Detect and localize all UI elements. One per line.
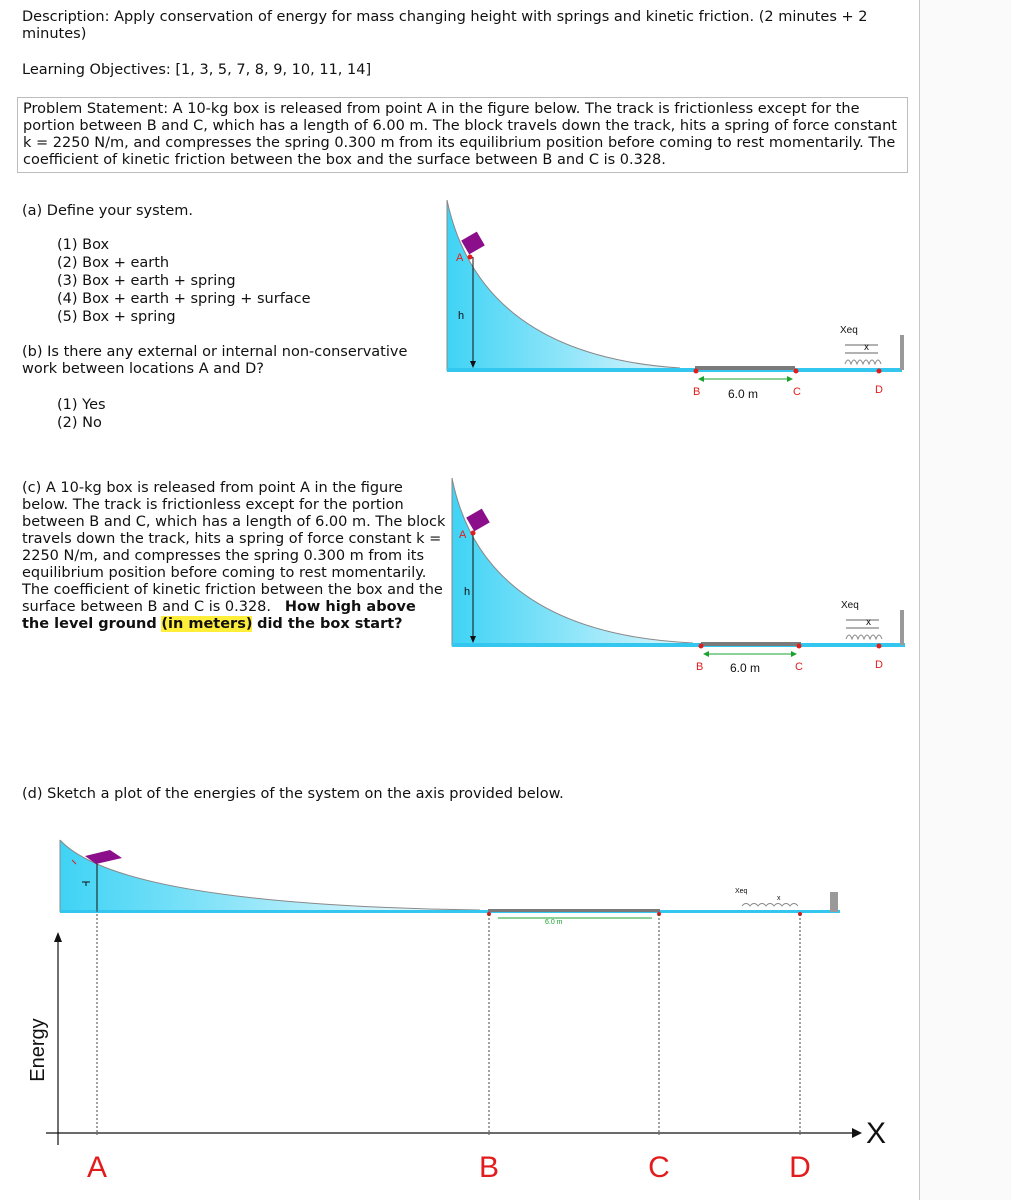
spring-wall [900,610,904,645]
label-xeq: Xeq [841,600,859,611]
part-a-option-4[interactable]: (4) Box + earth + spring + surface [57,291,311,307]
part-a-option-5[interactable]: (5) Box + spring [57,309,176,325]
point-a [471,531,476,536]
point-d [877,644,882,649]
label-xeq: Xeq [840,325,858,336]
problem-statement-text: Problem Statement: A 10-kg box is released from point A in the figure below. The track is frictionless except for the portion between B and C, which has a length of 6.00 m. The block travels down the track, hits a spring of force constant k = 2250 N/m, and compresses the spring 0.300 m from its equilibrium position before coming to rest momentarily. The coefficient of kinetic friction between the box and the surface between B and C is 0.328. [23,101,902,168]
label-x: x [866,617,871,628]
part-a-option-1[interactable]: (1) Box [57,237,110,253]
part-a-question: (a) Define your system. [22,203,193,219]
friction-patch [701,642,801,646]
x-tick-a: A [86,1151,108,1184]
spring [845,360,881,364]
x-axis-label: X [866,1117,887,1150]
spring-wall [830,892,838,912]
spring [846,635,882,639]
label-distance: 6.0 m [545,919,563,926]
part-a-option-3[interactable]: (3) Box + earth + spring [57,273,236,289]
part-c-question-main: (c) A 10-kg box is released from point A in the figure below. The track is frictionless except for the portion between B and C, which has a length of 6.00 m. The block travels down the track, hits a spring of force constant k = 2250 N/m, and compresses the spring 0.300 m from its equilibrium position before coming to rest momentarily. The coefficient of kinetic friction between the box and the surface between B and C is 0.328. [22,480,450,615]
distance-arrow-left [703,651,709,657]
floor-line [447,368,902,372]
x-tick-b: B [478,1151,500,1184]
point-d [877,369,882,374]
part-c-ask-prefix: How high above the level ground [22,599,421,632]
point-c [794,369,799,374]
description-text: Description: Apply conservation of energy for mass changing height with springs and kinetic friction. (2 minutes + 2 minutes) [22,9,873,42]
label-x: x [777,895,781,902]
friction-patch [488,909,660,912]
problem-statement-box [17,97,908,173]
floor-line [60,910,840,913]
point-c [797,644,802,649]
y-axis-arrow [54,932,62,942]
x-tick-d: D [789,1151,811,1184]
label-c: C [795,661,803,673]
label-h: h [458,310,465,322]
part-b-option-2[interactable]: (2) No [57,415,102,431]
y-axis-label: Energy [27,1018,49,1082]
part-c-ask-suffix: did the box start? [257,616,403,632]
point-a [468,255,473,260]
spring [742,904,798,907]
label-b: B [696,661,704,673]
part-b-question: (b) Is there any external or internal non-conservative work between locations A and D? [22,344,413,377]
point-b [699,644,704,649]
label-a: A [459,529,467,541]
label-distance: 6.0 m [730,661,761,675]
x-tick-c: C [648,1151,670,1184]
floor-line [452,643,905,647]
label-a: A [456,252,464,264]
part-b-option-1[interactable]: (1) Yes [57,397,106,413]
x-axis-arrow [852,1128,862,1138]
label-d: D [875,384,883,396]
label-b: B [693,386,701,398]
distance-arrow-right [791,651,797,657]
part-a-option-2[interactable]: (2) Box + earth [57,255,170,271]
learning-objectives-text: Learning Objectives: [1, 3, 5, 7, 8, 9, 10, 11, 14] [22,62,372,78]
point-b [694,369,699,374]
spring-wall [900,335,904,370]
part-d-question: (d) Sketch a plot of the energies of the system on the axis provided below. [22,786,564,802]
label-xeq: Xeq [735,888,748,895]
label-c: C [793,386,801,398]
track-figure-1 [440,195,915,405]
energy-plot-area [0,830,915,1200]
track-figure-2 [443,473,915,678]
part-c-question [22,480,450,633]
label-x: x [864,342,869,353]
right-margin-panel [919,0,1011,1200]
box [466,509,490,532]
distance-arrow-right [787,376,793,382]
friction-patch [695,366,795,370]
label-d: D [875,659,883,671]
label-h: h [464,586,471,598]
label-distance: 6.0 m [728,387,759,401]
part-c-ask-highlight: (in meters) [161,616,253,632]
distance-arrow-left [698,376,704,382]
